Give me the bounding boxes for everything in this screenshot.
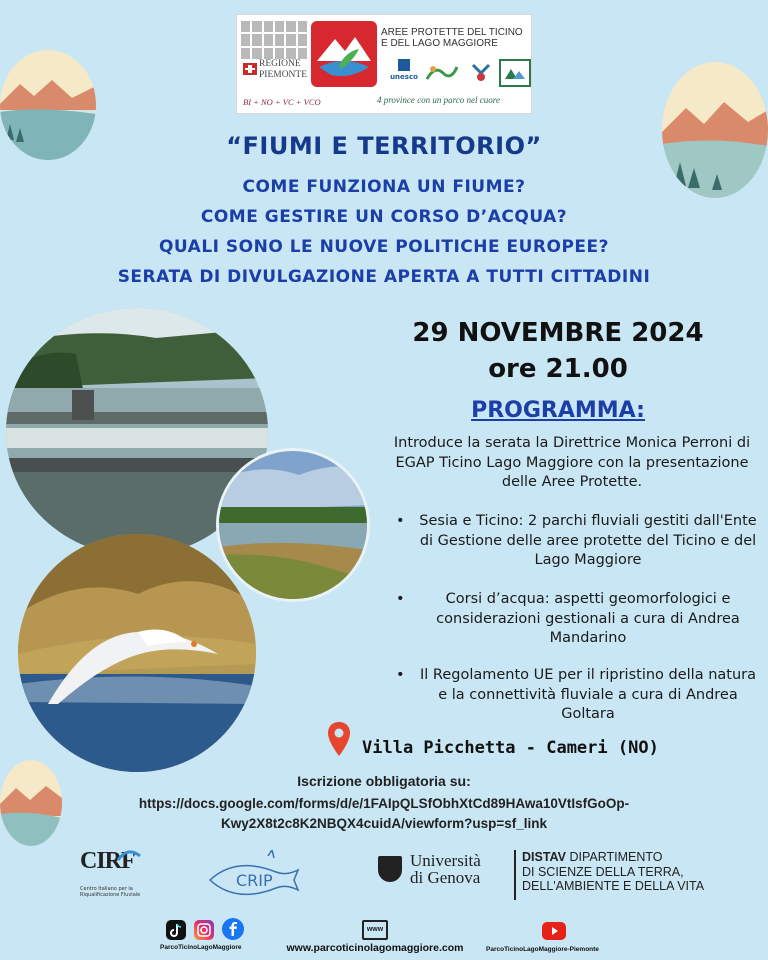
river-landscape-photo <box>216 448 370 602</box>
distav-department: DISTAV DIPARTIMENTO DI SCIENZE DELLA TERRA, DELL'AMBIENTE E DELLA VITA <box>514 850 724 900</box>
svg-text:CRIP: CRIP <box>236 871 273 890</box>
unesco-logo: unesco <box>385 59 423 87</box>
location-pin-icon <box>328 722 350 756</box>
question-line-1: COME FUNZIONA UN FIUME? <box>242 177 526 197</box>
bullet-icon: • <box>396 667 405 683</box>
natura-2000-logo-icon <box>499 59 531 87</box>
youtube-icon[interactable] <box>542 922 566 940</box>
ramsar-logo-icon <box>469 61 493 83</box>
social-handle-right[interactable]: ParcoTicinoLagoMaggiore-Piemonte <box>486 946 599 953</box>
aree-protette-logo-icon <box>311 21 377 87</box>
instagram-icon[interactable] <box>194 920 214 940</box>
regione-piemonte-logo-grid <box>241 21 307 59</box>
social-handle-left[interactable]: ParcoTicinoLagoMaggiore <box>160 944 242 951</box>
program-intro: Introduce la serata la Direttrice Monica Perroni di EGAP Ticino Lago Maggiore con la presentazione delle Aree Protette. <box>393 435 751 490</box>
question-line-3: QUALI SONO LE NUOVE POLITICHE EUROPEE? <box>158 237 610 257</box>
crip-logo <box>206 850 306 900</box>
bullet-icon: • <box>396 513 405 529</box>
provinces-label: BI + NO + VC + VCO <box>243 97 321 107</box>
program-item-text: Il Regolamento UE per il ripristino della natura e la connettività fluviale a cura di Andrea Goltara <box>420 667 756 722</box>
facebook-icon[interactable] <box>222 918 244 940</box>
program-item-text: Corsi d’acqua: aspetti geomorfologici e considerazioni gestionali a cura di Andrea Mandarino <box>436 591 740 646</box>
unige-shield-icon <box>378 856 402 882</box>
regione-flag-icon <box>243 63 257 75</box>
swan-photo <box>18 534 256 772</box>
universita-genova-logo: Università di Genova <box>378 850 508 894</box>
cirf-logo: CIRF Centro Italiano per la Riqualificazione Fluviale <box>80 848 141 898</box>
event-venue: Villa Picchetta - Cameri (NO) <box>362 738 659 758</box>
registration-link-continued[interactable]: Kwy2X8t2c8K2NBQX4cuidA/viewform?usp=sf_link <box>221 816 547 831</box>
cirf-wave-icon <box>116 848 142 864</box>
www-icon: www <box>362 920 388 940</box>
bullet-icon: • <box>396 591 405 607</box>
registration-link[interactable]: https://docs.google.com/forms/d/e/1FAIpQLSfObhXtCd89HAwa10VtIsfGoOp- <box>138 796 630 811</box>
motto: 4 province con un parco nel cuore <box>377 95 500 105</box>
partner-logo-banner <box>236 14 532 114</box>
program-heading: PROGRAMMA: <box>471 398 645 423</box>
event-date: 29 NOVEMBRE 2024 <box>412 318 704 348</box>
event-time: ore 21.00 <box>488 354 628 384</box>
mab-logo-icon <box>425 61 459 85</box>
program-item-text: Sesia e Ticino: 2 parchi fluviali gestiti dall'Ente di Gestione delle aree protette del Ticino e del Lago Maggiore <box>419 513 757 568</box>
website-link[interactable]: www.parcoticinolagomaggiore.com <box>286 942 464 954</box>
question-line-4: SERATA DI DIVULGAZIONE APERTA A TUTTI CITTADINI <box>117 267 651 287</box>
regione-name: REGIONE PIEMONTE <box>259 59 308 80</box>
registration-label: Iscrizione obbligatoria su: <box>297 773 471 789</box>
tiktok-icon[interactable] <box>166 920 186 940</box>
question-line-2: COME GESTIRE UN CORSO D’ACQUA? <box>200 207 568 227</box>
park-name: AREE PROTETTE DEL TICINO E DEL LAGO MAGGIORE <box>381 27 523 49</box>
event-title: “FIUMI E TERRITORIO” <box>226 132 542 160</box>
